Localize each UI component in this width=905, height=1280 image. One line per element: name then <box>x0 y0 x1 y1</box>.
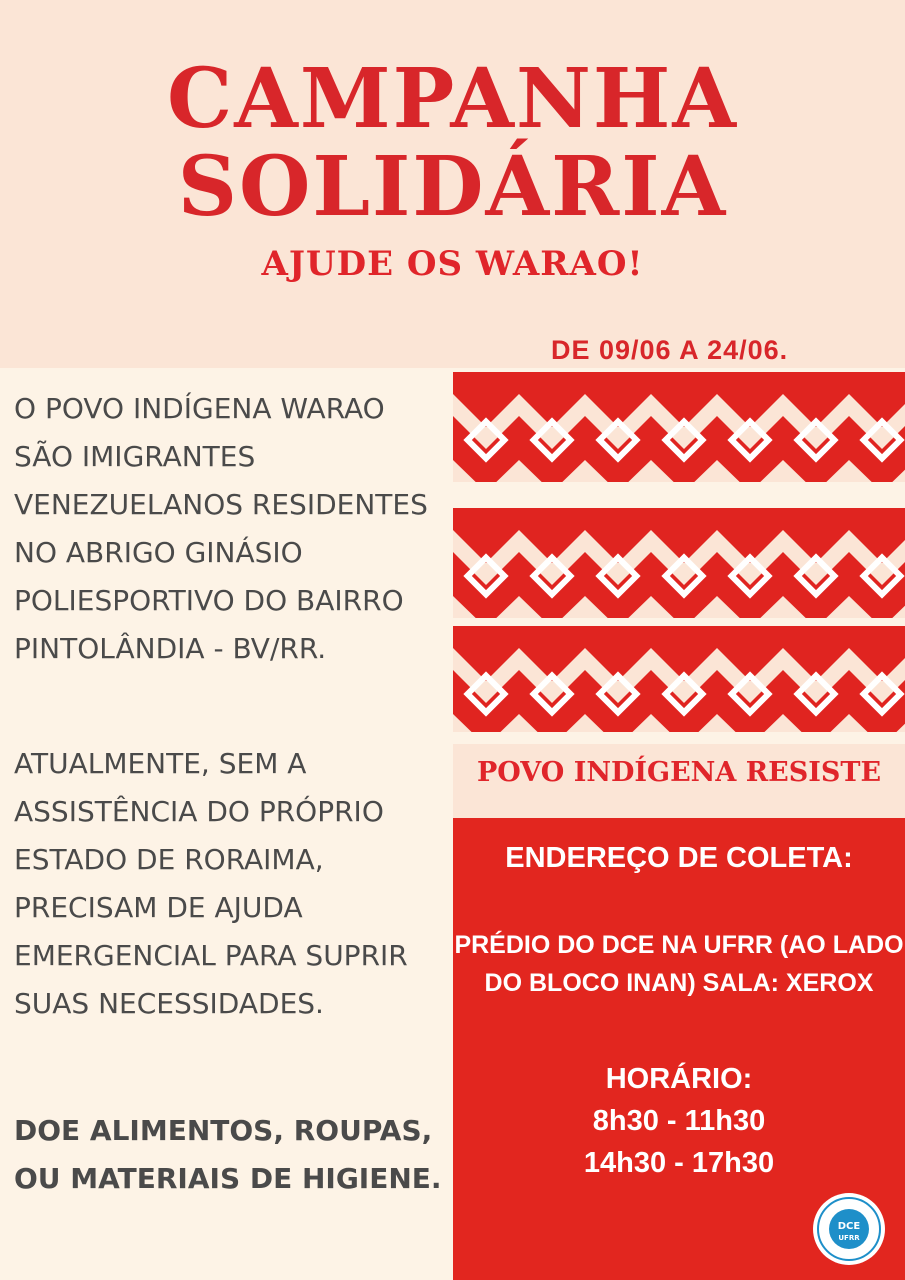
logo-text: DCE <box>837 1221 861 1232</box>
svg-text:UFRR: UFRR <box>838 1234 860 1242</box>
hours-heading: HORÁRIO: <box>605 1063 753 1095</box>
slogan: POVO INDÍGENA RESISTE <box>476 757 882 788</box>
hours-morning: 8h30 - 11h30 <box>592 1105 766 1137</box>
hours-afternoon: 14h30 - 17h30 <box>583 1147 775 1179</box>
pattern-band-middle <box>453 508 905 618</box>
address-text: PRÉDIO DO DCE NA UFRR (AO LADO DO BLOCO INAN) SALA: XEROX <box>454 931 904 997</box>
title-line-1: CAMPANHA <box>166 51 739 147</box>
title-line-2: SOLIDÁRIA <box>177 139 728 235</box>
campaign-dates: DE 09/06 A 24/06. <box>551 335 789 365</box>
intro-paragraph: O POVO INDÍGENA WARAO SÃO IMIGRANTES VENEZUELANOS RESIDENTES NO ABRIGO GINÁSIO POLIESPORTIVO DO BAIRRO PINTOLÂNDIA - BV/RR. <box>14 392 428 665</box>
address-heading: ENDEREÇO DE COLETA: <box>505 842 853 874</box>
pattern-band-top <box>453 372 905 482</box>
situation-paragraph: ATUALMENTE, SEM A ASSISTÊNCIA DO PRÓPRIO ESTADO DE RORAIMA, PRECISAM DE AJUDA EMERGENCIAL PARA SUPRIR SUAS NECESSIDADES. <box>14 747 408 1020</box>
hours-times <box>453 1100 905 1184</box>
dce-ufrr-logo-icon <box>812 1192 886 1266</box>
subtitle: AJUDE OS WARAO! <box>261 244 644 284</box>
call-to-action: DOE ALIMENTOS, ROUPAS, OU MATERIAIS DE HIGIENE. <box>14 1114 442 1195</box>
pattern-band-bottom <box>453 626 905 732</box>
